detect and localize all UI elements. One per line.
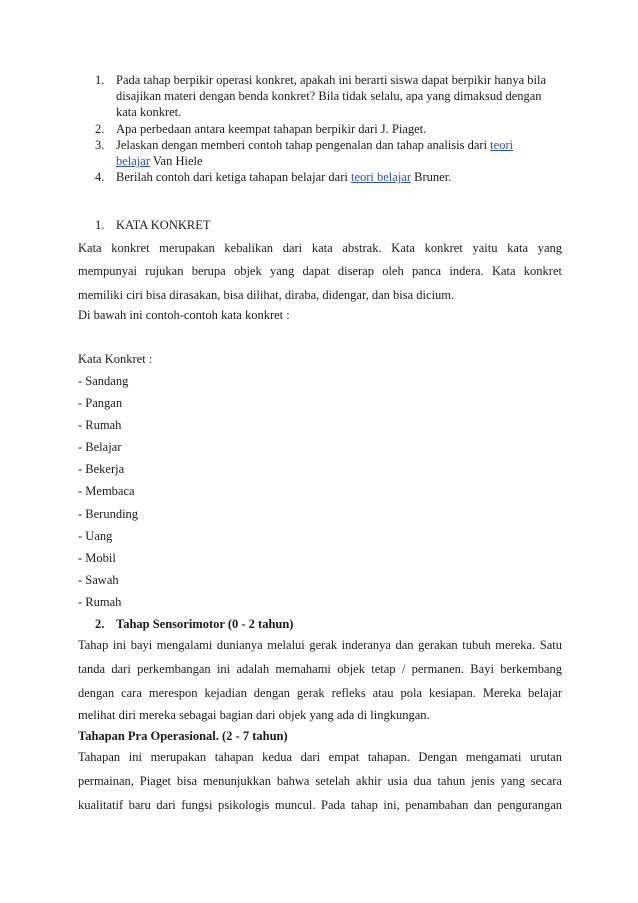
question-3-line-2 <box>116 154 203 168</box>
question-number: 2. <box>95 122 105 136</box>
list-item: - Sandang <box>78 374 129 388</box>
question-number: 3. <box>95 138 105 152</box>
section-1-paragraph-line: mempunyai rujukan berupa objek yang dapat diserap oleh panca indera. Kata konkret <box>78 264 562 278</box>
section-3-heading: Tahapan Pra Operasional. (2 - 7 tahun) <box>78 729 288 743</box>
question-3-suffix: Van Hiele <box>150 154 203 168</box>
list-item: - Berunding <box>78 507 139 521</box>
section-2-paragraph-line: tanda dari perkembangan ini adalah memahami objek tetap / permanen. Bayi berkembang <box>78 662 562 676</box>
list-item: - Mobil <box>78 551 116 565</box>
question-1-line-1: Pada tahap berpikir operasi konkret, apakah ini berarti siswa dapat berpikir hanya bila <box>116 73 547 87</box>
question-1-line-2: disajikan materi dengan benda konkret? Bila tidak selalu, apa yang dimaksud dengan <box>116 89 542 103</box>
list-item: - Bekerja <box>78 462 125 476</box>
question-3-line-1 <box>116 138 513 152</box>
list-item: - Membaca <box>78 484 135 498</box>
section-3-paragraph-line: Tahapan ini merupakan tahapan kedua dari empat tahapan. Dengan mengamati urutan <box>78 750 562 764</box>
list-item: - Rumah <box>78 418 122 432</box>
question-4-suffix: Bruner. <box>411 170 452 184</box>
teori-link[interactable]: teori <box>490 138 514 152</box>
question-number: 1. <box>95 73 105 87</box>
belajar-link[interactable]: belajar <box>116 154 151 168</box>
question-2-line-1: Apa perbedaan antara keempat tahapan berpikir dari J. Piaget. <box>116 122 427 136</box>
list-item: - Pangan <box>78 396 123 410</box>
question-4-text: Berilah contoh dari ketiga tahapan belajar dari <box>116 170 351 184</box>
question-4-line-1 <box>116 170 451 184</box>
list-item: - Rumah <box>78 595 122 609</box>
section-3-paragraph-line: permainan, Piaget bisa menunjukkan bahwa setelah akhir usia dua tahun jenis yang secara <box>78 774 562 788</box>
section-2-paragraph-line: dengan cara merespon kejadian dengan gerak refleks atau pola kesiapan. Mereka belajar <box>78 686 562 700</box>
examples-intro: Di bawah ini contoh-contoh kata konkret : <box>78 308 290 322</box>
question-3-text: Jelaskan dengan memberi contoh tahap pengenalan dan tahap analisis dari <box>116 138 491 152</box>
section-1-heading: KATA KONKRET <box>116 218 211 232</box>
section-1-number: 1. <box>95 218 105 232</box>
section-3-paragraph-line: kualitatif baru dari fungsi psikologis muncul. Pada tahap ini, penambahan dan pengurangan <box>78 798 562 812</box>
section-2-heading: Tahap Sensorimotor (0 - 2 tahun) <box>116 617 294 631</box>
section-2-paragraph-line: Tahap ini bayi mengalami dunianya melalui gerak inderanya dan gerakan tubuh mereka. Satu <box>78 638 562 652</box>
list-item: - Sawah <box>78 573 119 587</box>
question-number: 4. <box>95 170 105 184</box>
question-1-line-3: kata konkret. <box>116 105 182 119</box>
section-1-paragraph-line: memiliki ciri bisa dirasakan, bisa dilihat, diraba, didengar, dan bisa dicium. <box>78 288 455 302</box>
list-title: Kata Konkret : <box>78 352 153 366</box>
section-2-paragraph-line: melihat diri mereka sebagai bagian dari objek yang ada di lingkungan. <box>78 708 430 722</box>
list-item: - Belajar <box>78 440 122 454</box>
teori-belajar-link[interactable]: teori belajar <box>350 170 412 184</box>
section-2-number: 2. <box>95 617 105 631</box>
list-item: - Uang <box>78 529 113 543</box>
section-1-paragraph-line: Kata konkret merupakan kebalikan dari kata abstrak. Kata konkret yaitu kata yang <box>78 241 562 255</box>
